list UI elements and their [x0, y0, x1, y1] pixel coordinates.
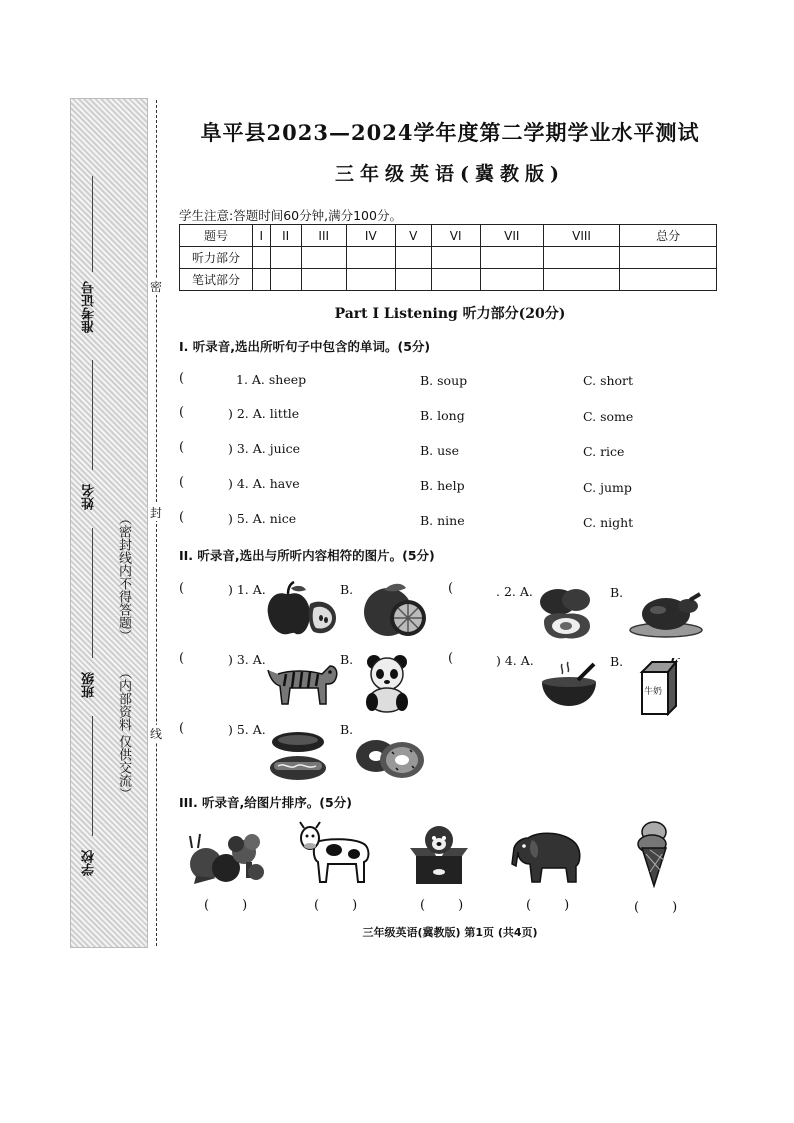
tiger-icon	[264, 654, 340, 712]
pic-q2-label-b: B.	[610, 585, 624, 600]
q3-option-b: B. use	[420, 443, 459, 458]
panda-icon	[362, 652, 412, 714]
score-cell	[395, 247, 431, 269]
q5-option-c: C. night	[583, 515, 634, 530]
q4-option-c: C. jump	[583, 480, 632, 495]
pic-q4-label-a: ) 4. A.	[496, 653, 534, 668]
score-cell	[543, 247, 620, 269]
score-cell	[270, 247, 301, 269]
pic-q3-label-b: B.	[340, 652, 354, 667]
score-col-header: VII	[480, 225, 543, 247]
donut-icon	[354, 736, 426, 780]
score-col-header: VIII	[543, 225, 620, 247]
seal-line	[156, 100, 157, 946]
name-line	[92, 360, 93, 470]
potato-icon	[536, 584, 596, 642]
pic-q1-label-a: ) 1. A.	[228, 582, 266, 597]
pic-q5-label-a: ) 5. A.	[228, 722, 266, 737]
score-row-label: 听力部分	[180, 247, 253, 269]
score-cell	[431, 269, 480, 291]
score-col-header: V	[395, 225, 431, 247]
score-row-label: 笔试部分	[180, 269, 253, 291]
name-label: 姓名	[82, 484, 97, 510]
score-col-header: VI	[431, 225, 480, 247]
page-footer: 三年级英语(冀教版) 第1页 (共4页)	[362, 926, 538, 939]
score-col-header: I	[253, 225, 271, 247]
q2-option-c: C. some	[583, 409, 634, 424]
score-cell	[543, 269, 620, 291]
score-cell	[431, 247, 480, 269]
seal-char-xian: 线	[149, 727, 162, 741]
binding-strip	[70, 98, 148, 948]
seal-char-feng: 封	[149, 506, 162, 520]
milk-label: 牛奶	[644, 687, 663, 697]
score-header-row	[180, 225, 717, 247]
pic-q4-label-b: B.	[610, 654, 624, 669]
score-cell	[346, 247, 395, 269]
q5-option-a: ) 5. A. nice	[228, 511, 297, 526]
score-cell	[253, 247, 271, 269]
score-cell	[301, 269, 346, 291]
score-col-header: IV	[346, 225, 395, 247]
hot-dog-icon	[266, 728, 330, 784]
roast-chicken-icon	[628, 590, 704, 638]
score-cell	[480, 247, 543, 269]
pic-q3-label-a: ) 3. A.	[228, 652, 266, 667]
class-label: 班级	[82, 672, 97, 698]
orange-icon	[362, 582, 434, 638]
q4-option-b: B. help	[420, 478, 465, 493]
score-row-writing	[180, 269, 717, 291]
apple-icon	[264, 580, 340, 638]
order-blank-4[interactable]: ( )	[526, 898, 570, 913]
answer-paren: (	[448, 651, 454, 666]
q5-option-b: B. nine	[420, 513, 465, 528]
bowl-icon	[538, 660, 600, 710]
q1-option-c: C. short	[583, 373, 634, 388]
score-table	[179, 224, 717, 291]
section2-heading: II. 听录音,选出与所听内容相符的图片。(5分)	[179, 548, 435, 563]
score-cell	[301, 247, 346, 269]
score-col-header: II	[270, 225, 301, 247]
order-blank-2[interactable]: ( )	[314, 898, 358, 913]
sealed-note: （密封线内不得答题）	[116, 512, 131, 642]
answer-paren: (	[179, 581, 185, 596]
q3-option-c: C. rice	[583, 444, 625, 459]
order-blank-5[interactable]: ( )	[634, 900, 678, 915]
student-notice: 学生注意:答题时间60分钟,满分100分。	[179, 208, 402, 223]
cow-icon	[298, 820, 376, 886]
order-blank-3[interactable]: ( )	[420, 898, 464, 913]
q3-option-a: ) 3. A. juice	[228, 441, 301, 456]
score-cell	[480, 269, 543, 291]
score-cell	[346, 269, 395, 291]
q2-option-b: B. long	[420, 408, 465, 423]
order-blank-1[interactable]: ( )	[204, 898, 248, 913]
internal-note: （内部资料 仅供交流）	[116, 666, 131, 801]
q2-option-a: ) 2. A. little	[228, 406, 300, 421]
answer-paren: (	[179, 721, 185, 736]
section3-heading: III. 听录音,给图片排序。(5分)	[179, 795, 352, 810]
pic-q2-label-a: . 2. A.	[496, 584, 533, 599]
score-col-header: 题号	[180, 225, 253, 247]
score-cell	[270, 269, 301, 291]
answer-paren: (	[179, 405, 185, 420]
elephant-icon	[508, 824, 584, 886]
answer-paren: (	[179, 440, 185, 455]
answer-paren: (	[179, 651, 185, 666]
school-label: 学校	[82, 850, 97, 876]
seal-char-mi: 密	[149, 280, 162, 294]
pic-q5-label-b: B.	[340, 722, 354, 737]
ice-cream-icon	[636, 820, 672, 888]
q1-option-b: B. soup	[420, 373, 468, 388]
class-line	[92, 528, 93, 658]
answer-paren: (	[179, 475, 185, 490]
answer-paren: (	[179, 510, 185, 525]
part1-title: Part I Listening 听力部分(20分)	[334, 306, 566, 322]
exam-id-line	[92, 176, 93, 272]
score-cell	[620, 247, 717, 269]
school-line	[92, 716, 93, 836]
exam-subtitle: 三年级英语(冀教版)	[335, 163, 565, 185]
pic-q1-label-b: B.	[340, 582, 354, 597]
score-cell	[395, 269, 431, 291]
q4-option-a: ) 4. A. have	[228, 476, 300, 491]
score-cell	[253, 269, 271, 291]
score-col-header: 总分	[620, 225, 717, 247]
exam-title: 阜平县2023—2024学年度第二学期学业水平测试	[200, 120, 700, 145]
q1-option-a: 1. A. sheep	[236, 372, 307, 387]
vegetables-icon	[186, 828, 266, 886]
exam-id-label: 准考证号	[82, 281, 97, 333]
answer-paren: (	[448, 581, 454, 596]
score-col-header: III	[301, 225, 346, 247]
score-cell	[620, 269, 717, 291]
score-row-listening	[180, 247, 717, 269]
dog-in-box-icon	[408, 822, 470, 886]
answer-paren: (	[179, 371, 185, 386]
section1-heading: I. 听录音,选出所听句子中包含的单词。(5分)	[179, 339, 431, 354]
milk-carton-icon	[636, 658, 684, 716]
